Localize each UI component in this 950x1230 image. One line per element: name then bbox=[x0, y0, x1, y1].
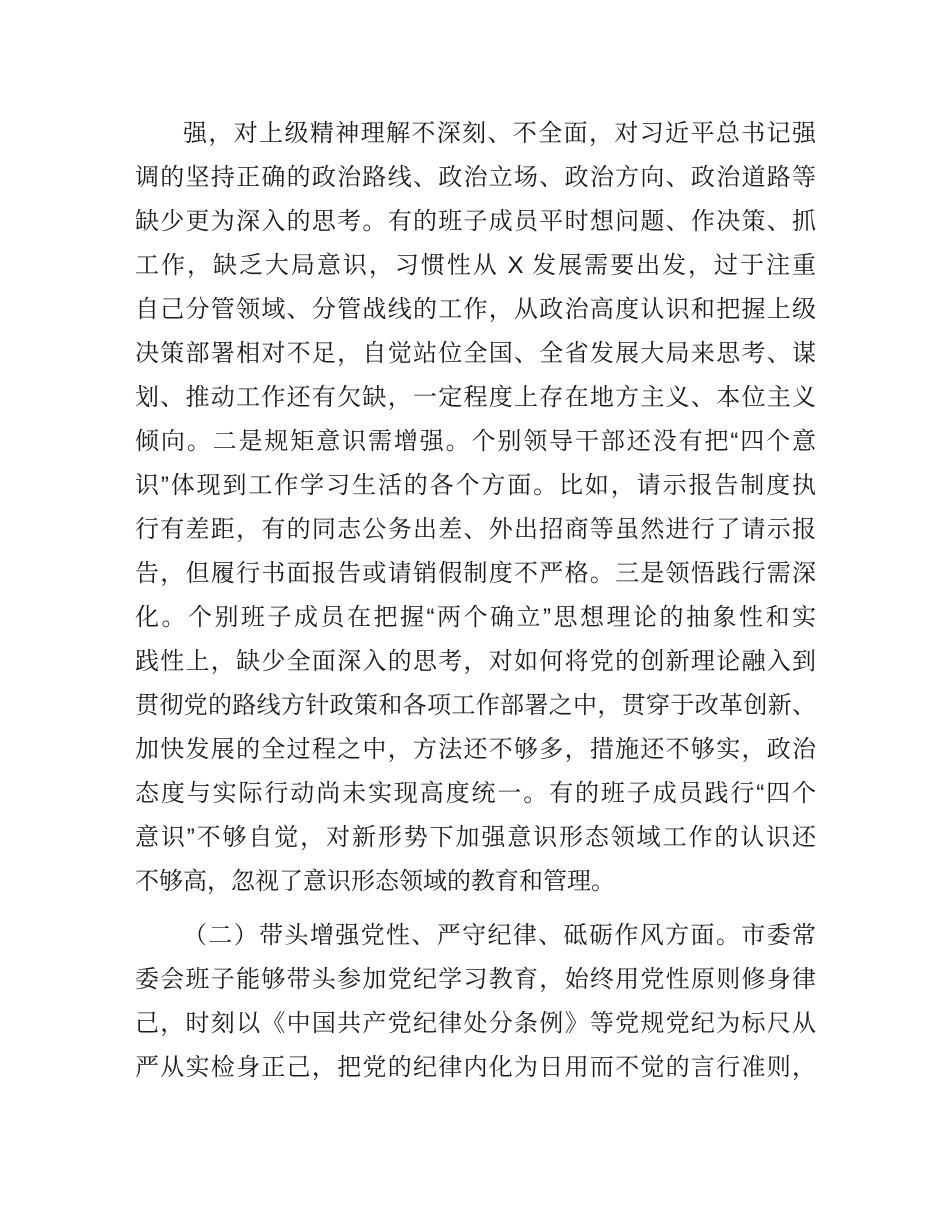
text-line: （二）带头增强党性、严守纪律、砥砺作风方面。市委常 bbox=[183, 922, 816, 949]
text-line: 倾向。二是规矩意识需增强。个别领导干部还没有把“四个意 bbox=[135, 428, 816, 455]
paragraph-party-discipline bbox=[135, 914, 816, 1090]
paragraph-political-awareness bbox=[135, 112, 816, 904]
text-line: 加快发展的全过程之中，方法还不够多，措施还不够实，政治 bbox=[135, 736, 816, 763]
text-line: 己，时刻以《中国共产党纪律处分条例》等党规党纪为标尺从 bbox=[135, 1010, 816, 1037]
text-line: 强，对上级精神理解不深刻、不全面，对习近平总书记强 bbox=[183, 120, 816, 147]
text-line: 意识”不够自觉，对新形势下加强意识形态领域工作的认识还 bbox=[135, 824, 816, 851]
text-line: 贯彻党的路线方针政策和各项工作部署之中，贯穿于改革创新、 bbox=[135, 692, 816, 719]
text-line: 严从实检身正己，把党的纪律内化为日用而不觉的言行准则， bbox=[135, 1054, 816, 1081]
text-line: 态度与实际行动尚未实现高度统一。有的班子成员践行“四个 bbox=[135, 780, 816, 807]
text-line: 决策部署相对不足，自觉站位全国、全省发展大局来思考、谋 bbox=[135, 340, 816, 367]
text-line: 调的坚持正确的政治路线、政治立场、政治方向、政治道路等 bbox=[135, 164, 816, 191]
text-line: 识”体现到工作学习生活的各个方面。比如，请示报告制度执 bbox=[135, 472, 816, 499]
text-line: 践性上，缺少全面深入的思考，对如何将党的创新理论融入到 bbox=[135, 648, 816, 675]
text-line: 工作，缺乏大局意识，习惯性从 X 发展需要出发，过于注重 bbox=[135, 252, 816, 279]
text-line: 不够高，忽视了意识形态领域的教育和管理。 bbox=[135, 868, 615, 895]
text-line: 自己分管领域、分管战线的工作，从政治高度认识和把握上级 bbox=[135, 296, 816, 323]
text-line: 委会班子能够带头参加党纪学习教育，始终用党性原则修身律 bbox=[135, 966, 816, 993]
text-line: 划、推动工作还有欠缺，一定程度上存在地方主义、本位主义 bbox=[135, 384, 816, 411]
text-line: 行有差距，有的同志公务出差、外出招商等虽然进行了请示报 bbox=[135, 516, 816, 543]
text-line: 缺少更为深入的思考。有的班子成员平时想问题、作决策、抓 bbox=[135, 208, 816, 235]
text-line: 告，但履行书面报告或请销假制度不严格。三是领悟践行需深 bbox=[135, 560, 816, 587]
text-line: 化。个别班子成员在把握“两个确立”思想理论的抽象性和实 bbox=[135, 604, 816, 631]
document-body bbox=[135, 112, 816, 1090]
